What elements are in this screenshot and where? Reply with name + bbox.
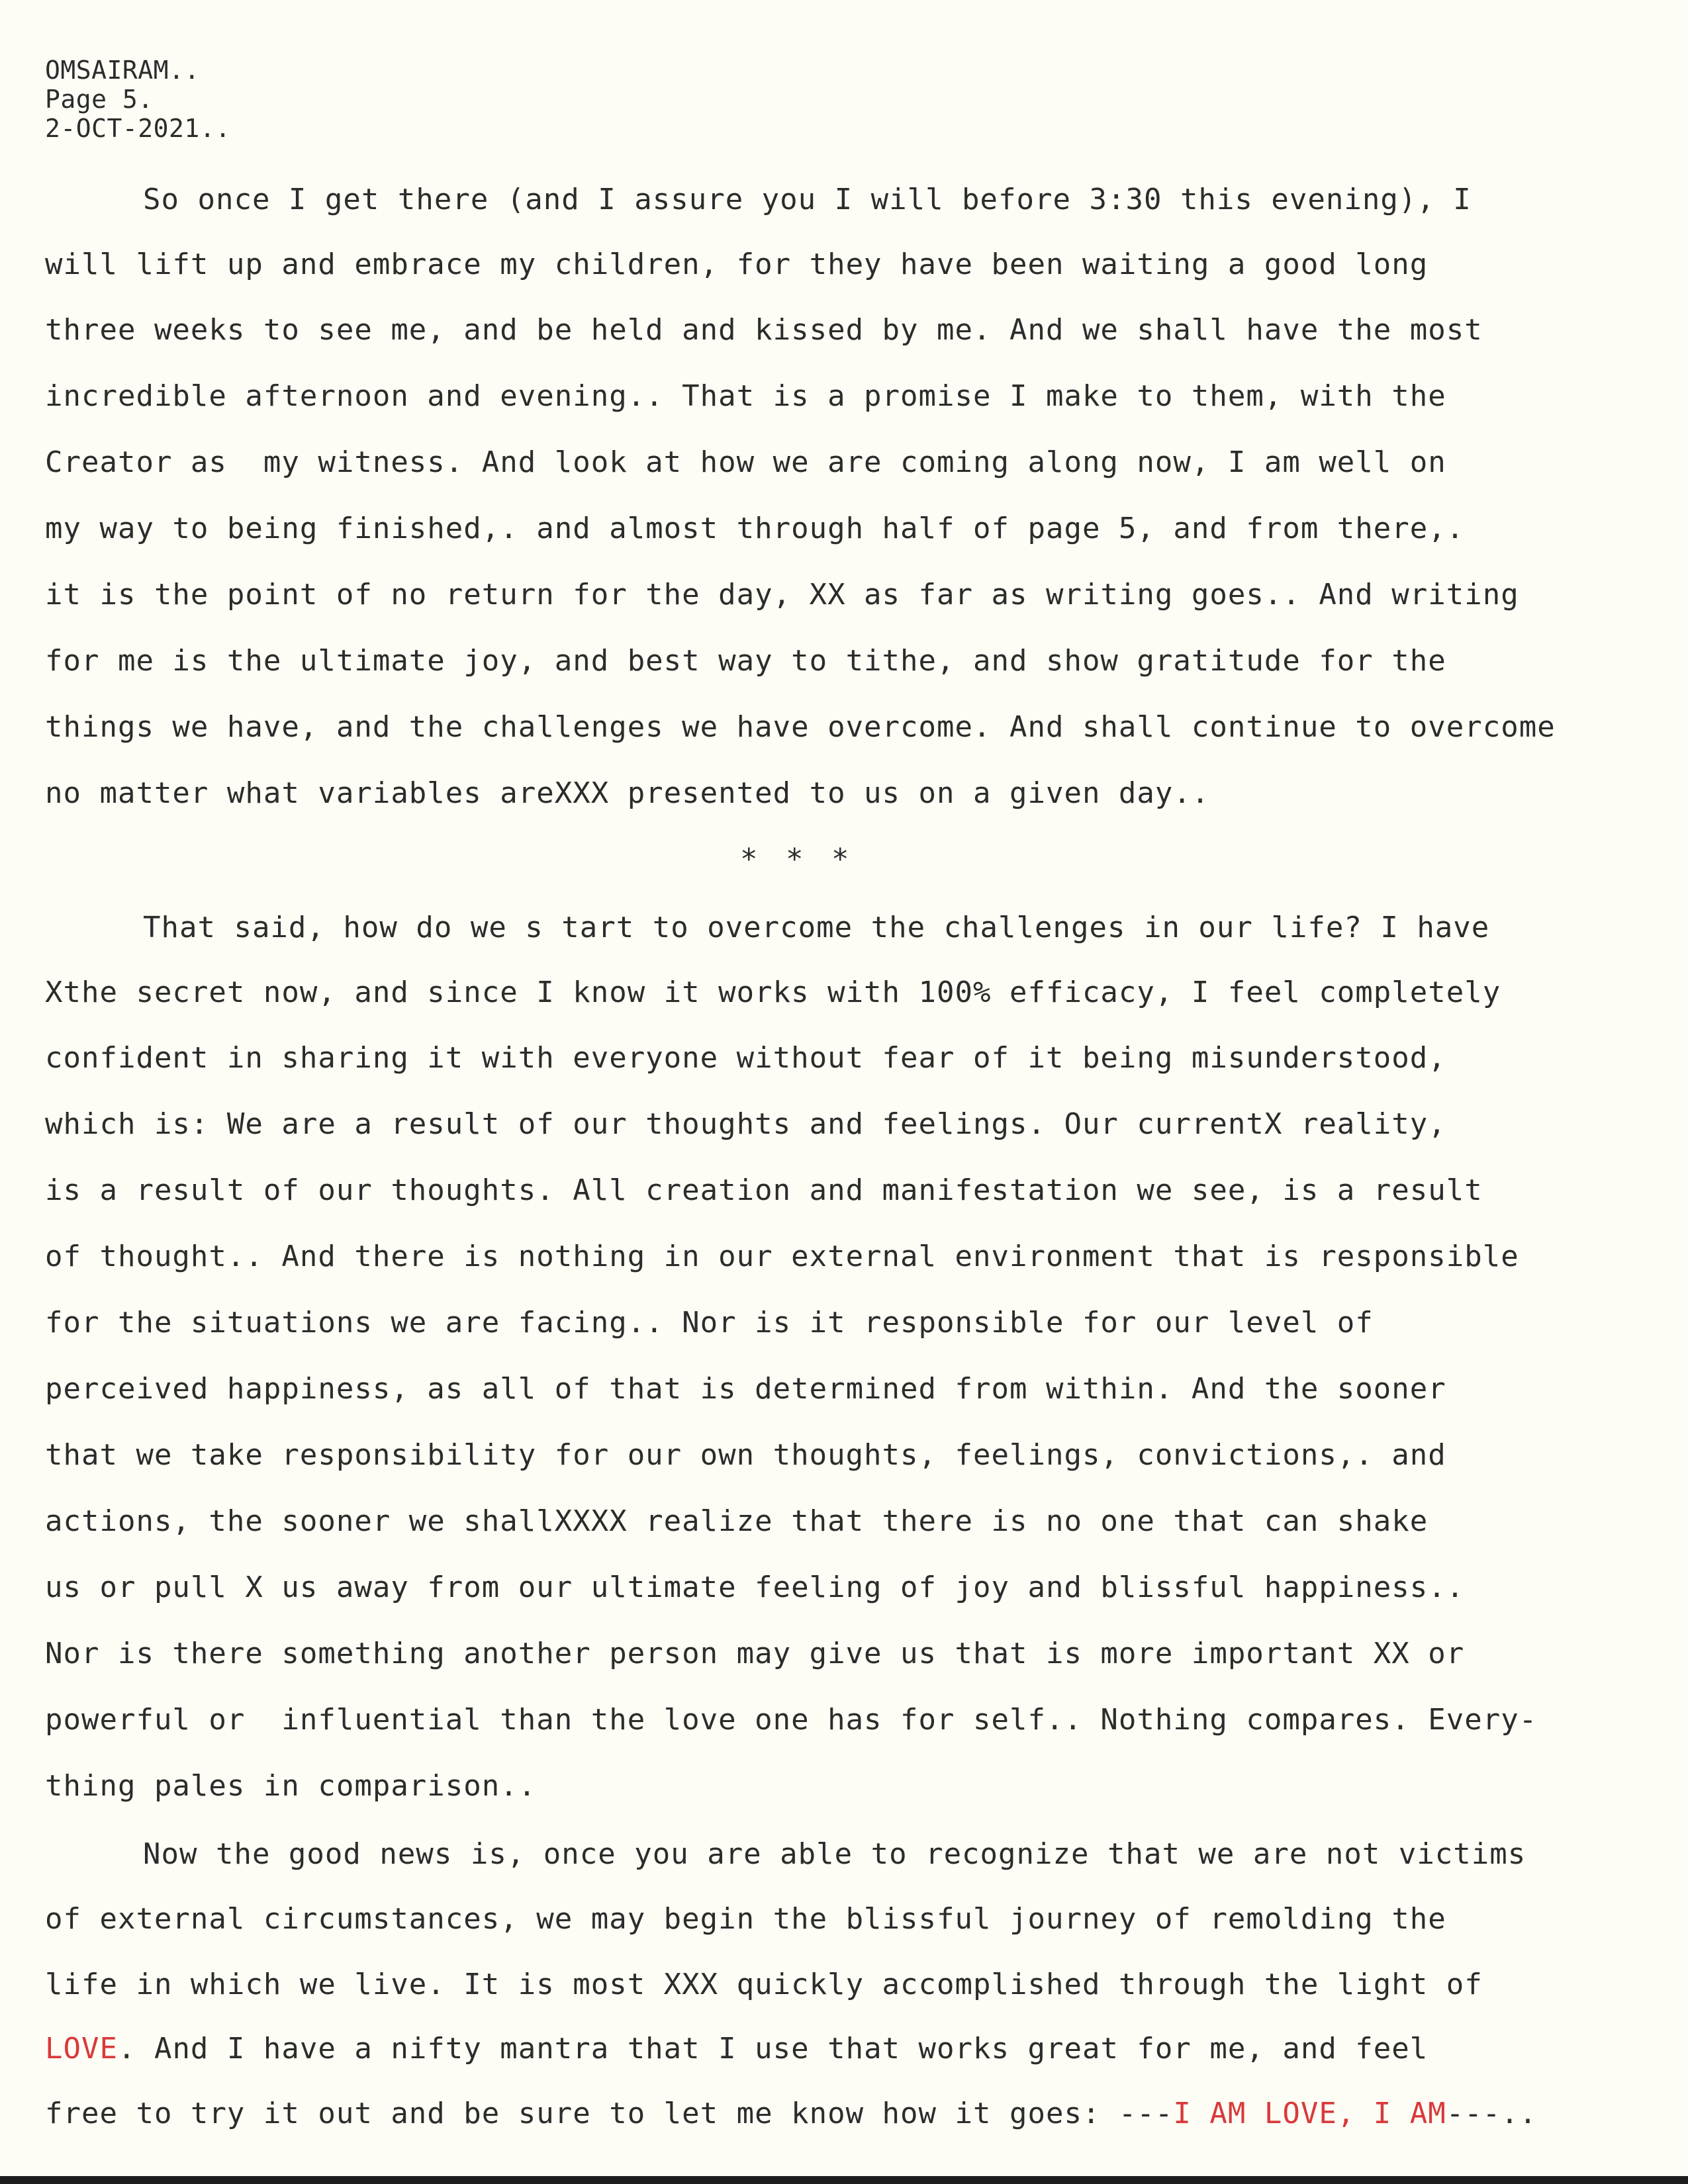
page-bottom-edge [0, 2176, 1688, 2184]
paragraph2-line: us or pull X us away from our ultimate feeling of joy and blissful happiness.. [45, 1570, 1465, 1604]
paragraph1-line: no matter what variables areXXX presented to us on a given day.. [45, 776, 1210, 810]
paragraph3-line5-end: ---.. [1446, 2097, 1538, 2130]
paragraph2-line: powerful or influential than the love one has for self.. Nothing compares. Every- [45, 1703, 1538, 1737]
paragraph3-line: of external circumstances, we may begin the blissful journey of remolding the [45, 1902, 1446, 1936]
paragraph1-line: will lift up and embrace my children, for they have been waiting a good long [45, 248, 1429, 281]
paragraph2-line: perceived happiness, as all of that is determined from within. And the sooner [45, 1372, 1446, 1406]
paragraph2-line: thing pales in comparison.. [45, 1769, 537, 1803]
paragraph2-line: Nor is there something another person may give us that is more important XX or [45, 1637, 1465, 1670]
mantra-red: I AM LOVE, I AM [1173, 2097, 1446, 2130]
paragraph2-line: of thought.. And there is nothing in our external environment that is responsible [45, 1240, 1519, 1273]
paragraph1-line: So once I get there (and I assure you I will before 3:30 this evening), I [143, 183, 1472, 216]
paragraph1-line: Creator as my witness. And look at how we are coming along now, I am well on [45, 445, 1446, 479]
paragraph2-line: That said, how do we s tart to overcome the challenges in our life? I have [143, 911, 1490, 944]
paragraph2-line: which is: We are a result of our thoughts and feelings. Our currentX reality, [45, 1107, 1446, 1141]
paragraph1-line: my way to being finished,. and almost through half of page 5, and from there,. [45, 512, 1465, 545]
paragraph2-line: for the situations we are facing.. Nor is it responsible for our level of [45, 1306, 1374, 1340]
paragraph2-line: confident in sharing it with everyone without fear of it being misunderstood, [45, 1041, 1446, 1075]
paragraph3-line5-text: free to try it out and be sure to let me know how it goes: --- [45, 2097, 1174, 2130]
paragraph3-line4-text: . And I have a nifty mantra that I use that works great for me, and feel [117, 2032, 1429, 2066]
paragraph3-line: life in which we live. It is most XXX quickly accomplished through the light of [45, 1968, 1483, 2001]
section-separator: * * * [740, 842, 855, 876]
paragraph3-line [45, 2095, 1537, 2132]
paragraph1-line: three weeks to see me, and be held and kissed by me. And we shall have the most [45, 313, 1483, 347]
paragraph1-line: things we have, and the challenges we have overcome. And shall continue to overcome [45, 710, 1556, 744]
paragraph2-line: is a result of our thoughts. All creation and manifestation we see, is a result [45, 1173, 1483, 1207]
paragraph2-line: actions, the sooner we shallXXXX realize that there is no one that can shake [45, 1504, 1429, 1538]
paragraph1-line: it is the point of no return for the day, XX as far as writing goes.. And writing [45, 578, 1519, 612]
header-page-number: Page 5. [45, 85, 154, 114]
paragraph2-line: that we take responsibility for our own thoughts, feelings, convictions,. and [45, 1438, 1446, 1472]
paragraph2-line: Xthe secret now, and since I know it works with 100% efficacy, I feel completely [45, 976, 1501, 1009]
header-date: 2-OCT-2021.. [45, 114, 231, 143]
paragraph3-line [45, 2030, 1428, 2068]
love-word-red: LOVE [45, 2032, 118, 2066]
paragraph1-line: incredible afternoon and evening.. That is a promise I make to them, with the [45, 379, 1446, 413]
header-greeting: OMSAIRAM.. [45, 56, 200, 85]
paragraph3-line: Now the good news is, once you are able to recognize that we are not victims [143, 1837, 1526, 1871]
paragraph1-line: for me is the ultimate joy, and best way to tithe, and show gratitude for the [45, 644, 1446, 678]
